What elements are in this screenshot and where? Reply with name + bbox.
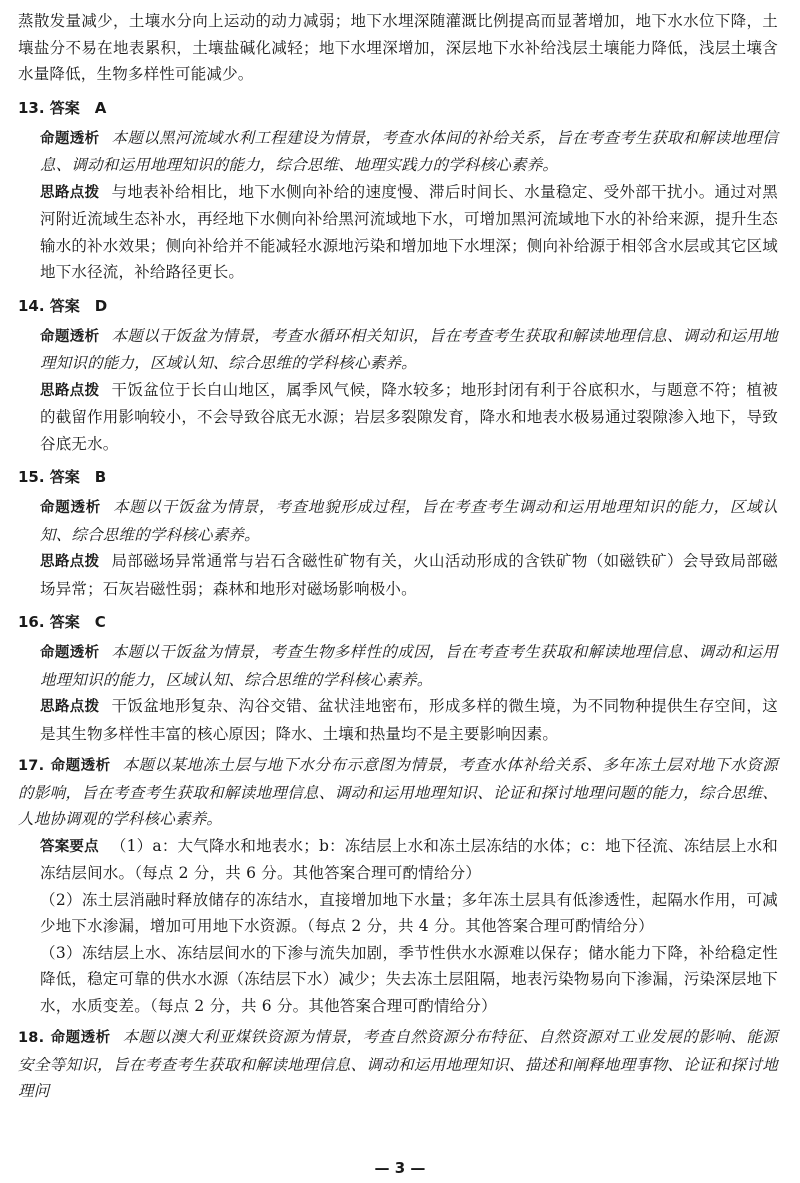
q15-hint-label: 思路点拨 (40, 554, 100, 570)
q16-hint-text: 干饭盆地形复杂、沟谷交错、盆状洼地密布，形成多样的微生境，为不同物种提供生存空间，这是其生物多样性丰富的核心原因；降水、土壤和热量均不是主要影响因素。 (40, 697, 778, 743)
q15-hint-text: 局部磁场异常通常与岩石含磁性矿物有关，火山活动形成的含铁矿物（如磁铁矿）会导致局部磁场异常；石灰岩磁性弱；森林和地形对磁场影响极小。 (40, 552, 778, 598)
question-14 (18, 291, 778, 458)
question-16 (18, 607, 778, 747)
q14-analysis (18, 323, 778, 377)
question-13 (18, 93, 778, 286)
q14-hint (18, 377, 778, 458)
question-17 (18, 752, 778, 1019)
q15-hint (18, 548, 778, 602)
q17-part3: （3）冻结层上水、冻结层间水的下渗与流失加剧，季节性供水水源难以保存；储水能力下降，补给稳定性降低，稳定可靠的供水水源（冻结层下水）减少；失去冻土层阻隔，地表污染物易向下渗漏，污染深层地下水，水质变差。（每点 2 分，共 6 分。其他答案合理可酌情给分） (40, 943, 778, 1015)
q17-part1-text: （1）a：大气降水和地表水；b：冻结层上水和冻土层冻结的水体；c：地下径流、冻结层上水和冻结层间水。（每点 2 分，共 6 分。其他答案合理可酌情给分） (40, 836, 778, 882)
q17-key-points-label: 答案要点 (40, 838, 99, 855)
q16-analysis-text: 本题以干饭盆为情景，考查生物多样性的成因，旨在考查考生获取和解读地理信息、调动和运用地理知识的能力，区域认知、综合思维的学科核心素养。 (40, 643, 778, 689)
q15-analysis (18, 494, 778, 548)
q18-analysis (18, 1024, 778, 1105)
q14-hint-label: 思路点拨 (40, 382, 100, 399)
question-18 (18, 1024, 778, 1105)
page-number: — 3 — (374, 1159, 426, 1177)
q17-analysis (18, 752, 778, 833)
q16-hint (18, 693, 778, 747)
q14-analysis-text: 本题以干饭盆为情景，考查水循环相关知识，旨在考查考生获取和解读地理信息、调动和运用地理知识的能力，区域认知、综合思维的学科核心素养。 (40, 326, 778, 372)
q17-key-points (18, 833, 778, 887)
q16-analysis (18, 639, 778, 693)
q14-answer-heading: 14. 答案 D (18, 296, 108, 315)
q17-analysis-label: 命题透析 (50, 758, 111, 774)
q13-hint-label: 思路点拨 (40, 184, 100, 201)
q14-hint-text: 干饭盆位于长白山地区，属季风气候，降水较多；地形封闭有利于谷底积水，与题意不符；植被的截留作用影响较小，不会导致谷底无水源；岩层多裂隙发育，降水和地表水极易通过裂隙渗入地下，导致谷底无水。 (40, 380, 778, 453)
q15-analysis-text: 本题以干饭盆为情景，考查地貌形成过程，旨在考查考生调动和运用地理知识的能力，区域认知、综合思维的学科核心素养。 (40, 498, 778, 544)
q18-analysis-text: 本题以澳大利亚煤铁资源为情景，考查自然资源分布特征、自然资源对工业发展的影响、能源安全等知识，旨在考查考生获取和解读地理信息、调动和运用地理知识、描述和阐释地理事物、论证和探讨地理问 (18, 1028, 778, 1100)
q16-hint-label: 思路点拨 (40, 699, 100, 715)
q13-hint-text: 与地表补给相比，地下水侧向补给的速度慢、滞后时间长、水量稳定、受外部干扰小。通过对黑河附近流域生态补水，再经地下水侧向补给黑河流域地下水，可增加黑河流域地下水的补给来源，提升生态输水的补水效果；侧向补给并不能减轻水源地污染和增加地下水埋深；侧向补给源于相邻含水层或其它区域地下水径流，补给路径更长。 (40, 182, 778, 281)
q13-answer-heading: 13. 答案 A (18, 98, 107, 117)
q13-analysis-text: 本题以黑河流域水利工程建设为情景，考查水体间的补给关系，旨在考查考生获取和解读地理信息、调动和运用地理知识的能力，综合思维、地理实践力的学科核心素养。 (40, 128, 778, 174)
q13-hint (18, 179, 778, 286)
question-15 (18, 462, 778, 602)
q15-analysis-label: 命题透析 (40, 500, 101, 516)
q13-analysis (18, 125, 778, 179)
q13-analysis-label: 命题透析 (40, 130, 100, 147)
intro-paragraph: 蒸散发量减少，土壤水分向上运动的动力减弱；地下水埋深随灌溉比例提高而显著增加，地下水水位下降，土壤盐分不易在地表累积，土壤盐碱化减轻；地下水埋深增加，深层地下水补给浅层土壤能力降低，浅层土壤含水量降低，生物多样性可能减少。 (18, 12, 778, 83)
q15-answer-heading: 15. 答案 B (18, 468, 107, 486)
q17-part2: （2）冻土层消融时释放储存的冻结水，直接增加地下水量；多年冻土层具有低渗透性，起隔水作用，可减少地下水渗漏，增加可用地下水资源。（每点 2 分，共 4 分。其他答案合理可酌情给分） (40, 890, 778, 935)
q14-analysis-label: 命题透析 (40, 328, 100, 345)
q18-analysis-label: 命题透析 (50, 1030, 111, 1046)
q16-analysis-label: 命题透析 (40, 645, 100, 661)
q16-answer-heading: 16. 答案 C (18, 613, 106, 631)
q18-number: 18. (18, 1030, 45, 1046)
q17-analysis-text: 本题以某地冻土层与地下水分布示意图为情景，考查水体补给关系、多年冻土层对地下水资源的影响，旨在考查考生获取和解读地理信息、调动和运用地理知识、论证和探讨地理问题的能力，综合思维、人地协调观的学科核心素养。 (18, 756, 778, 828)
q17-number: 17. (18, 758, 45, 774)
